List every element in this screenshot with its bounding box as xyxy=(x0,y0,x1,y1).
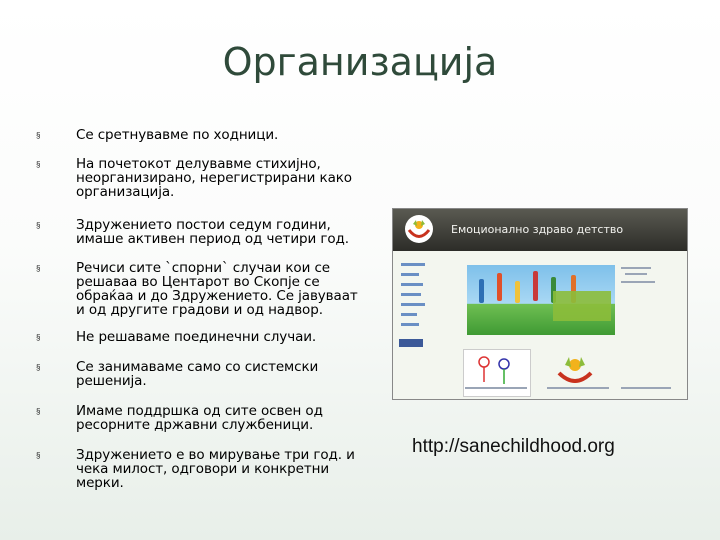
bullet-text: Не решаваме поединечни случаи. xyxy=(76,329,317,345)
menu-item xyxy=(401,303,425,306)
bullet-text: Се занимаваме само со системски решенија. xyxy=(76,359,319,389)
bullet-glyph: § xyxy=(36,407,41,416)
bullet-text: Здружението е во мирување три год. и чека милост, одговори и конкретни мерки. xyxy=(76,447,355,491)
website-screenshot xyxy=(392,208,688,400)
website-header xyxy=(393,209,687,251)
menu-item xyxy=(401,263,425,266)
website-url: http://sanechildhood.org xyxy=(412,436,615,457)
bullet-glyph: § xyxy=(36,333,41,342)
menu-item xyxy=(401,293,421,296)
photo-caption-box xyxy=(553,291,611,321)
bullet-glyph: § xyxy=(36,264,41,273)
site-logo-large-icon xyxy=(553,355,597,392)
bullet-text: Здружението постои седум години, имаше активен период од четири год. xyxy=(76,217,349,247)
caption-line xyxy=(621,387,671,389)
menu-item xyxy=(401,273,419,276)
site-logo-icon xyxy=(405,215,433,243)
slide-title: Организација xyxy=(222,40,498,84)
menu-item xyxy=(401,313,417,316)
bullet-glyph: § xyxy=(36,131,41,140)
bullet-text: Имаме поддршка од сите освен од ресорните државни службеници. xyxy=(76,403,323,433)
sidebar-line xyxy=(621,267,651,269)
website-title: Емоционално здраво детство xyxy=(451,223,624,236)
child-figure xyxy=(533,271,538,301)
bullet-glyph: § xyxy=(36,160,41,169)
bullet-text: Речиси сите `спорни` случаи кои се решаваа во Центарот во Скопје се обраќаа и до Здружението. Се јавуваат и од другите градови и од надвор. xyxy=(76,260,358,318)
bullet-glyph: § xyxy=(36,451,41,460)
facebook-button xyxy=(399,339,423,347)
child-drawing xyxy=(463,349,531,397)
child-figure xyxy=(497,273,502,301)
children-photo xyxy=(467,265,615,335)
bullet-glyph: § xyxy=(36,221,41,230)
menu-item xyxy=(401,283,423,286)
caption-line xyxy=(465,387,527,389)
menu-item xyxy=(401,323,419,326)
bullet-text: Се сретнувавме по ходници. xyxy=(76,127,279,143)
website-body xyxy=(393,251,687,399)
child-figure xyxy=(479,279,484,303)
bullet-glyph: § xyxy=(36,363,41,372)
sidebar-line xyxy=(625,273,647,275)
sidebar-line xyxy=(621,281,655,283)
bullet-text: На почетокот делувавме стихијно, неорганизирано, нерегистрирани како организација. xyxy=(76,156,352,200)
child-figure xyxy=(515,281,520,303)
